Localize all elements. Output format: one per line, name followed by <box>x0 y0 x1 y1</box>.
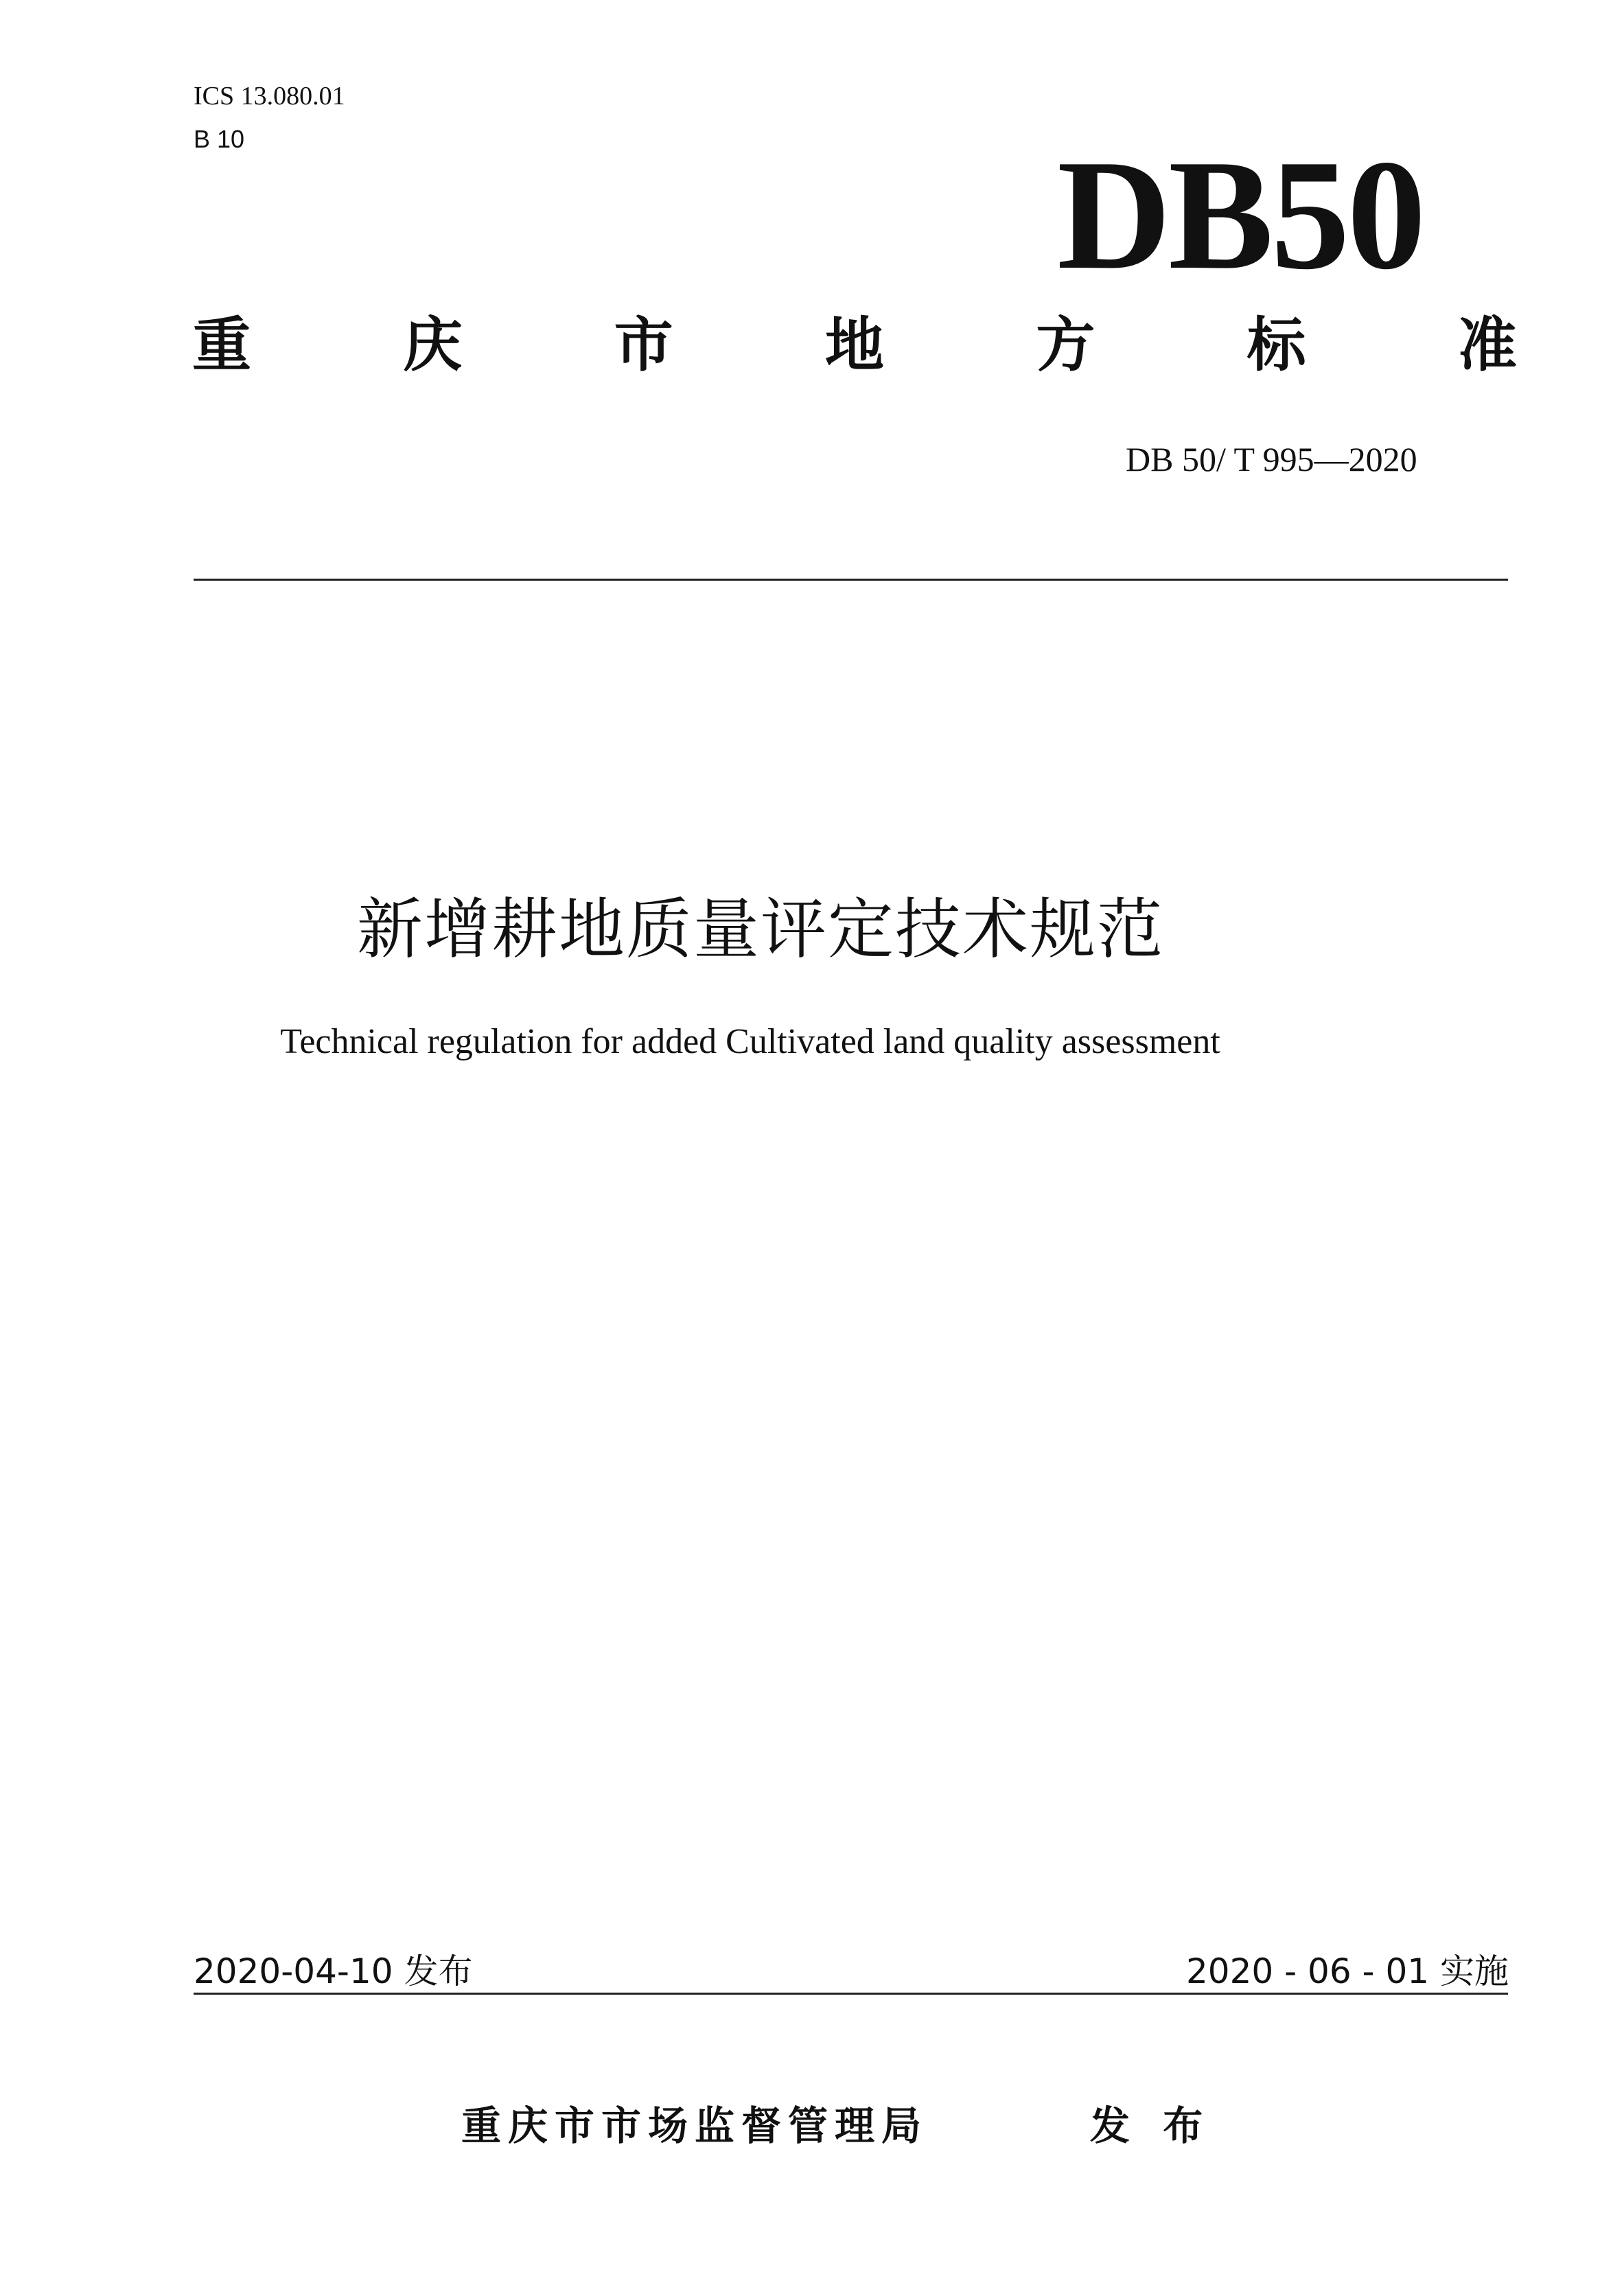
category-char: 方 <box>1036 311 1095 380</box>
category-char: 准 <box>1457 311 1517 380</box>
publisher: 重庆市市场监督管理局 <box>461 2102 929 2149</box>
title-chinese: 新增耕地质量评定技术规范 <box>357 891 1164 968</box>
category-char: 庆 <box>403 311 463 380</box>
category-char: 地 <box>824 311 884 380</box>
publish-label: 发 布 <box>1090 2102 1213 2149</box>
implementation-date: 2020 - 06 - 01 实施 <box>1185 1951 1509 1991</box>
category-char: 重 <box>192 311 251 380</box>
category-char: 标 <box>1246 311 1306 380</box>
ccs-code: B 10 <box>194 125 245 153</box>
category-char: 市 <box>614 311 673 380</box>
issue-date: 2020-04-10 发布 <box>194 1951 473 1991</box>
standard-logo: DB50 <box>1057 127 1424 302</box>
standard-number: DB 50/ T 995—2020 <box>1126 440 1417 478</box>
top-divider <box>194 579 1508 581</box>
ics-code: ICS 13.080.01 <box>194 82 345 111</box>
title-english: Technical regulation for added Cultivated land quality assessment <box>280 1022 1220 1061</box>
bottom-divider <box>194 1993 1508 1995</box>
standard-category <box>192 311 1517 380</box>
